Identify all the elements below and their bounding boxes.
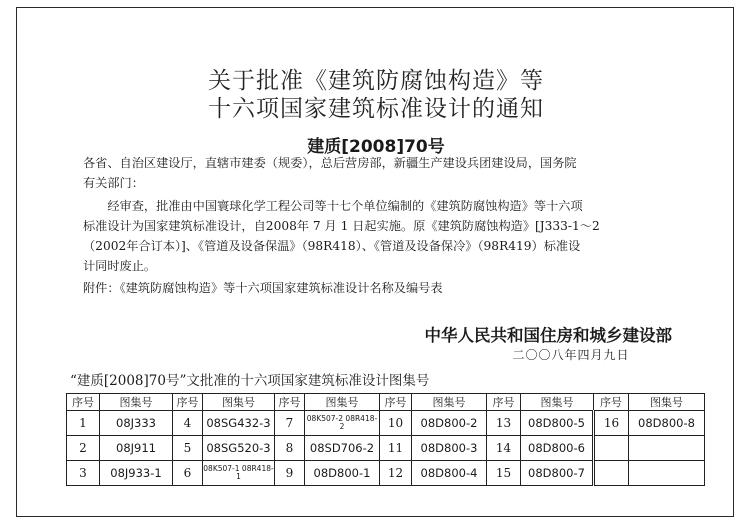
header-cell: 图集号 [521, 394, 594, 411]
header-cell: 序号 [173, 394, 203, 411]
atlas-code-cell [629, 436, 705, 461]
atlas-number-table [66, 393, 705, 486]
atlas-code-cell: 08D800-6 [521, 436, 594, 461]
header-cell: 图集号 [203, 394, 275, 411]
header-cell: 序号 [67, 394, 100, 411]
atlas-code-cell: 08D800-5 [521, 411, 594, 436]
atlas-code-cell: 08K507-2 08R418-2 [305, 411, 380, 436]
serial-cell: 12 [380, 461, 412, 486]
header-cell: 图集号 [629, 394, 705, 411]
atlas-code-cell: 08D800-8 [629, 411, 705, 436]
notice-title-line1: 关于批准《建筑防腐蚀构造》等 [208, 68, 544, 94]
recipients-line: 各省、自治区建设厅，直辖市建委（规委），总后营房部，新疆生产建设兵团建设局，国务院 [83, 156, 577, 170]
serial-cell [594, 461, 629, 486]
serial-cell: 6 [173, 461, 203, 486]
recipients-paragraph [83, 153, 577, 193]
serial-cell: 9 [275, 461, 305, 486]
serial-cell: 14 [487, 436, 521, 461]
serial-cell: 10 [380, 411, 412, 436]
atlas-code-cell: 08K507-1 08R418-1 [203, 461, 275, 486]
table-row [67, 461, 705, 486]
atlas-code-cell: 08D800-3 [412, 436, 487, 461]
atlas-code-cell: 08SD706-2 [305, 436, 380, 461]
issuer-name: 中华人民共和国住房和城乡建设部 [424, 326, 672, 345]
atlas-code-cell: 08J911 [100, 436, 173, 461]
serial-cell [594, 436, 629, 461]
atlas-code-cell: 08D800-1 [305, 461, 380, 486]
serial-cell: 2 [67, 436, 100, 461]
atlas-code-cell: 08D800-2 [412, 411, 487, 436]
attachment-line: 附件：《建筑防腐蚀构造》等十六项国家建筑标准设计名称及编号表 [83, 281, 443, 295]
header-cell: 序号 [275, 394, 305, 411]
atlas-code-cell: 08J333 [100, 411, 173, 436]
serial-cell: 8 [275, 436, 305, 461]
atlas-code-cell: 08SG432-3 [203, 411, 275, 436]
serial-cell: 4 [173, 411, 203, 436]
table-row [67, 436, 705, 461]
body-line: 经审查，批准由中国寰球化学工程公司等十七个单位编制的《建筑防腐蚀构造》等十六项 [83, 199, 583, 213]
header-cell: 图集号 [305, 394, 380, 411]
serial-cell: 7 [275, 411, 305, 436]
body-line: 计同时废止。 [83, 259, 157, 273]
table-header-row [67, 394, 705, 411]
atlas-code-cell [629, 461, 705, 486]
atlas-code-cell: 08SG520-3 [203, 436, 275, 461]
header-cell: 序号 [487, 394, 521, 411]
recipients-line: 有关部门： [83, 176, 144, 190]
serial-cell: 13 [487, 411, 521, 436]
serial-cell: 3 [67, 461, 100, 486]
table-row [67, 411, 705, 436]
serial-cell: 16 [594, 411, 629, 436]
header-cell: 图集号 [100, 394, 173, 411]
atlas-code-cell: 08J933-1 [100, 461, 173, 486]
issue-date: 二〇〇八年四月九日 [512, 348, 630, 362]
notice-title-line2: 十六项国家建筑标准设计的通知 [208, 96, 544, 122]
body-line: （2002年合订本）]、《管道及设备保温》（98R418）、《管道及设备保冷》（98R419）标准设 [83, 239, 581, 253]
document-number: 建质[2008]70号 [307, 137, 445, 157]
serial-cell: 11 [380, 436, 412, 461]
atlas-code-cell: 08D800-4 [412, 461, 487, 486]
body-line: 标准设计为国家建筑标准设计，自2008年 7 月 1 日起实施。原《建筑防腐蚀构造》[J333-1～2 [83, 219, 600, 233]
serial-cell: 1 [67, 411, 100, 436]
serial-cell: 5 [173, 436, 203, 461]
body-paragraph [83, 196, 600, 276]
table-caption: “建质[2008]70号”文批准的十六项国家建筑标准设计图集号 [70, 373, 430, 389]
serial-cell: 15 [487, 461, 521, 486]
atlas-code-cell: 08D800-7 [521, 461, 594, 486]
header-cell: 图集号 [412, 394, 487, 411]
header-cell: 序号 [594, 394, 629, 411]
header-cell: 序号 [380, 394, 412, 411]
